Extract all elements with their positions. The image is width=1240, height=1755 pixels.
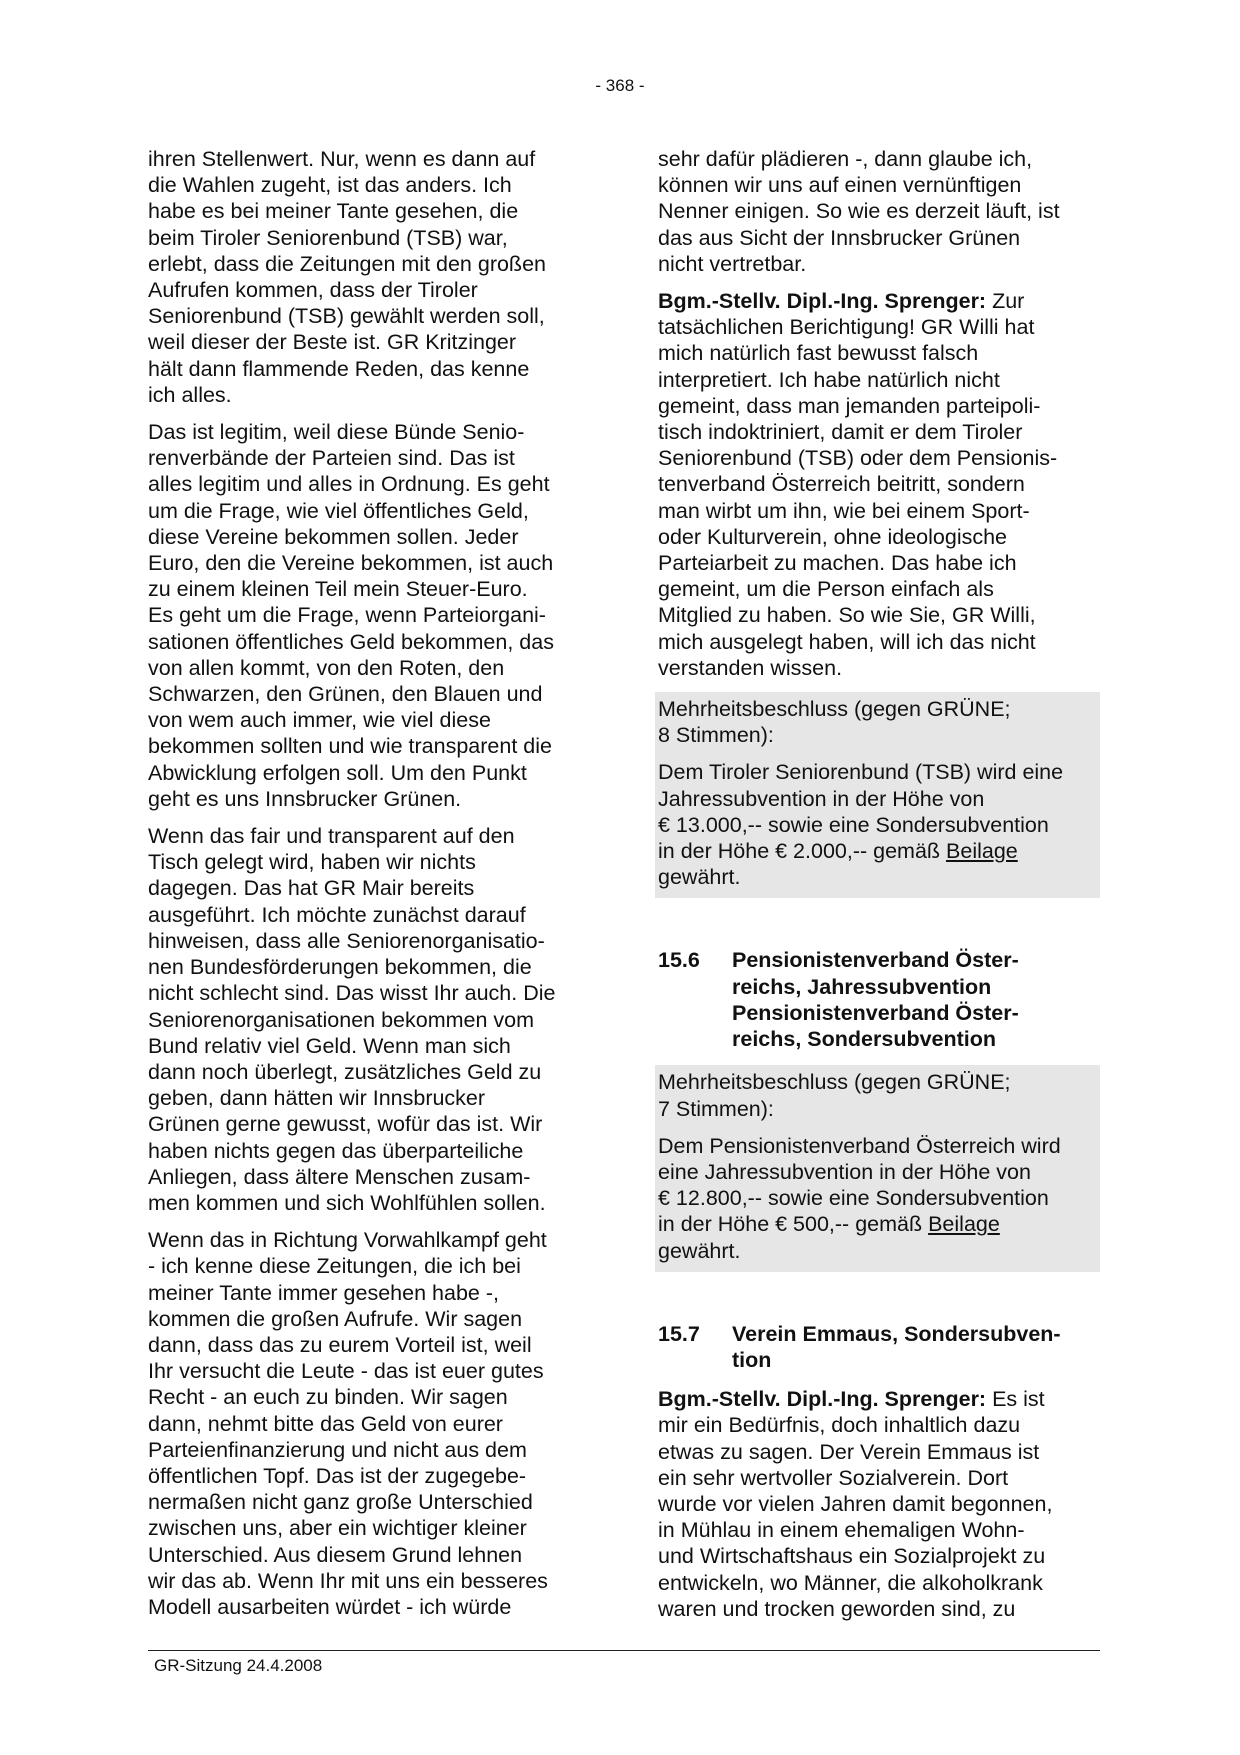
text-line: Anliegen, dass ältere Menschen zusam- (148, 1164, 531, 1189)
text-line: Dem Pensionistenverband Österreich wird (658, 1133, 1061, 1158)
text-line: Unterschied. Aus diesem Grund lehnen (148, 1542, 523, 1567)
text-line: wurde vor vielen Jahren damit begonnen, (658, 1491, 1053, 1516)
paragraph (148, 823, 598, 1216)
text-line: weil dieser der Beste ist. GR Kritzinger (148, 330, 517, 355)
text-line: Mehrheitsbeschluss (gegen GRÜNE; (658, 1070, 1011, 1095)
text-line: Wenn das fair und transparent auf den (148, 824, 515, 849)
text-line: nermaßen nicht ganz große Unterschied (148, 1490, 533, 1515)
speaker-name: Bgm.-Stellv. Dipl.-Ing. Sprenger: (658, 1387, 987, 1412)
text-line: Aufrufen kommen, dass der Tiroler (148, 278, 478, 303)
text-line: alles legitim und alles in Ordnung. Es geht (148, 472, 550, 497)
text-line: um die Frage, wie viel öffentliches Geld, (148, 498, 529, 523)
vote-result (658, 1069, 1097, 1121)
text-line: Recht - an euch zu binden. Wir sagen (148, 1385, 508, 1410)
text-line: zwischen uns, aber ein wichtiger kleiner (148, 1516, 527, 1541)
decision-box (655, 1065, 1100, 1271)
text-line: geht es uns Innsbrucker Grünen. (148, 786, 462, 811)
text-line: ein sehr wertvoller Sozialverein. Dort (658, 1465, 1009, 1490)
statement-lines (658, 314, 1100, 681)
text-line: sationen öffentliches Geld bekommen, das (148, 629, 554, 654)
agenda-number: 15.6 (658, 948, 700, 973)
paragraph (148, 419, 598, 812)
text-line: ihren Stellenwert. Nur, wenn es dann auf (148, 147, 536, 171)
text-line: diese Vereine bekommen sollen. Jeder (148, 524, 519, 549)
text-line: von wem auch immer, wie viel diese (148, 708, 491, 733)
decision-last-line: in der Höhe € 500,-- gemäß (658, 1212, 929, 1237)
text-line: interpretiert. Ich habe natürlich nicht (658, 367, 1000, 392)
text-line: habe es bei meiner Tante gesehen, die (148, 199, 519, 224)
footer-session-date: GR-Sitzung 24.4.2008 (154, 1656, 323, 1675)
agenda-heading-15-6 (658, 947, 1100, 1052)
text-line: Pensionistenverband Öster- (732, 948, 1019, 973)
text-line: dann, nehmt bitte das Geld von eurer (148, 1411, 503, 1436)
left-column (148, 146, 598, 1631)
text-line: waren und trocken geworden sind, zu (658, 1596, 1016, 1621)
text-line: 8 Stimmen): (658, 723, 774, 748)
text-line: entwickeln, wo Männer, die alkoholkrank (658, 1570, 1043, 1595)
text-line: Euro, den die Vereine bekommen, ist auch (148, 551, 554, 576)
text-line: bekommen sollten und wie transparent die (148, 734, 552, 759)
text-line: Mitglied zu haben. So wie Sie, GR Willi, (658, 603, 1036, 628)
decision-closing: gewährt. (658, 865, 741, 890)
speaker-statement (658, 288, 1100, 681)
text-line: erlebt, dass die Zeitungen mit den großen (148, 251, 546, 276)
agenda-title (732, 1321, 1061, 1373)
text-line: verstanden wissen. (658, 655, 843, 680)
decision-lines (658, 759, 1097, 838)
text-line: Grünen gerne gewusst, wofür das ist. Wir (148, 1112, 543, 1137)
text-line: renverbände der Parteien sind. Das ist (148, 446, 515, 471)
text-line: zu einem kleinen Teil mein Steuer-Euro. (148, 577, 528, 602)
paragraph (148, 1227, 598, 1620)
text-line: - ich kenne diese Zeitungen, die ich bei (148, 1254, 521, 1279)
text-line: beim Tiroler Seniorenbund (TSB) war, (148, 225, 508, 250)
text-line: Bund relativ viel Geld. Wenn man sich (148, 1033, 511, 1058)
text-line: Seniorenorganisationen bekommen vom (148, 1007, 535, 1032)
text-line: Das ist legitim, weil diese Bünde Senio- (148, 420, 525, 445)
text-line: tion (732, 1347, 772, 1372)
text-line: gemeint, dass man jemanden parteipoli- (658, 393, 1041, 418)
text-line: und Wirtschaftshaus ein Sozialprojekt zu (658, 1544, 1046, 1569)
text-line: ausgeführt. Ich möchte zunächst darauf (148, 902, 526, 927)
text-line: men kommen und sich Wohlfühlen sollen. (148, 1190, 546, 1215)
text-line: Verein Emmaus, Sondersubven- (732, 1321, 1061, 1346)
statement-text: Es ist (986, 1387, 1045, 1412)
speaker-name: Bgm.-Stellv. Dipl.-Ing. Sprenger: (658, 289, 987, 314)
text-line: Wenn das in Richtung Vorwahlkampf geht (148, 1228, 547, 1253)
attachment-link: Beilage (946, 839, 1018, 864)
page-number: - 368 - (595, 76, 645, 95)
vote-result (658, 696, 1097, 748)
text-line: Tisch gelegt wird, haben wir nichts (148, 850, 476, 875)
statement-lines (658, 1412, 1100, 1622)
text-line: mich ausgelegt haben, will ich das nicht (658, 629, 1036, 654)
attachment-link: Beilage (928, 1212, 1000, 1237)
agenda-number: 15.7 (658, 1321, 700, 1346)
text-line: reichs, Sondersubvention (732, 1027, 997, 1052)
text-line: das aus Sicht der Innsbrucker Grünen (658, 225, 1021, 250)
text-line: man wirbt um ihn, wie bei einem Sport- (658, 498, 1030, 523)
text-line: dann noch überlegt, zusätzliches Geld zu (148, 1059, 542, 1084)
text-line: Seniorenbund (TSB) gewählt werden soll, (148, 304, 545, 329)
text-line: meiner Tante immer gesehen habe -, (148, 1280, 499, 1305)
speaker-statement (658, 1386, 1100, 1622)
text-line: Seniorenbund (TSB) oder dem Pensionis- (658, 446, 1058, 471)
text-line: Modell ausarbeiten würdet - ich würde (148, 1594, 512, 1619)
text-line: gemeint, um die Person einfach als (658, 577, 994, 602)
decision-last-line: in der Höhe € 2.000,-- gemäß (658, 839, 947, 864)
text-line: kommen die großen Aufrufe. Wir sagen (148, 1306, 523, 1331)
text-line: Dem Tiroler Seniorenbund (TSB) wird eine (658, 760, 1064, 785)
text-line: sehr dafür plädieren -, dann glaube ich, (658, 147, 1033, 171)
text-line: nen Bundesförderungen bekommen, die (148, 955, 532, 980)
text-line: tisch indoktriniert, damit er dem Tiroler (658, 420, 1023, 445)
decision-closing: gewährt. (658, 1238, 741, 1263)
text-line: etwas zu sagen. Der Verein Emmaus ist (658, 1439, 1040, 1464)
text-line: hält dann flammende Reden, das kenne (148, 356, 530, 381)
text-line: tatsächlichen Berichtigung! GR Willi hat (658, 315, 1035, 340)
text-line: nicht vertretbar. (658, 251, 807, 276)
footer-divider (148, 1650, 1100, 1651)
text-line: Nenner einigen. So wie es derzeit läuft, ist (658, 199, 1060, 224)
text-line: haben nichts gegen das überparteiliche (148, 1138, 524, 1163)
text-line: wir das ab. Wenn Ihr mit uns ein besseres (148, 1568, 548, 1593)
text-line: dann, dass das zu eurem Vorteil ist, weil (148, 1332, 532, 1357)
agenda-title (732, 947, 1019, 1052)
text-line: 7 Stimmen): (658, 1096, 774, 1121)
text-line: dagegen. Das hat GR Mair bereits (148, 876, 475, 901)
text-line: in Mühlau in einem ehemaligen Wohn- (658, 1518, 1025, 1543)
text-line: können wir uns auf einen vernünftigen (658, 173, 1022, 198)
statement-text: Zur (986, 289, 1025, 314)
text-line: Parteienfinanzierung und nicht aus dem (148, 1437, 527, 1462)
decision-text (658, 1133, 1097, 1264)
text-line: Jahressubvention in der Höhe von (658, 786, 985, 811)
text-line: öffentlichen Topf. Das ist der zugegebe- (148, 1463, 527, 1488)
text-line: Pensionistenverband Öster- (732, 1000, 1019, 1025)
text-line: geben, dann hätten wir Innsbrucker (148, 1086, 486, 1111)
paragraph (658, 146, 1100, 277)
decision-text (658, 759, 1097, 890)
text-line: Schwarzen, den Grünen, den Blauen und (148, 682, 543, 707)
text-line: Parteiarbeit zu machen. Das habe ich (658, 551, 1017, 576)
text-line: mich natürlich fast bewusst falsch (658, 341, 979, 366)
right-column (658, 146, 1100, 1633)
text-line: € 13.000,-- sowie eine Sondersubvention (658, 812, 1049, 837)
text-line: oder Kulturverein, ohne ideologische (658, 524, 1008, 549)
agenda-heading-15-7 (658, 1321, 1100, 1373)
paragraph (148, 146, 598, 408)
text-line: Ihr versucht die Leute - das ist euer gutes (148, 1359, 544, 1384)
text-line: von allen kommt, von den Roten, den (148, 655, 505, 680)
text-line: nicht schlecht sind. Das wisst Ihr auch. Die (148, 981, 556, 1006)
decision-lines (658, 1133, 1097, 1212)
text-line: eine Jahressubvention in der Höhe von (658, 1159, 1031, 1184)
text-line: Abwicklung erfolgen soll. Um den Punkt (148, 760, 527, 785)
text-line: Mehrheitsbeschluss (gegen GRÜNE; (658, 697, 1011, 722)
text-line: hinweisen, dass alle Seniorenorganisatio- (148, 928, 545, 953)
decision-box (655, 692, 1100, 898)
text-line: € 12.800,-- sowie eine Sondersubvention (658, 1186, 1049, 1211)
text-line: reichs, Jahressubvention (732, 974, 992, 999)
text-line: die Wahlen zugeht, ist das anders. Ich (148, 173, 512, 198)
text-line: mir ein Bedürfnis, doch inhaltlich dazu (658, 1413, 1021, 1438)
text-line: Es geht um die Frage, wenn Parteiorgani- (148, 603, 546, 628)
text-line: tenverband Österreich beitritt, sondern (658, 472, 1025, 497)
text-line: ich alles. (148, 382, 232, 407)
